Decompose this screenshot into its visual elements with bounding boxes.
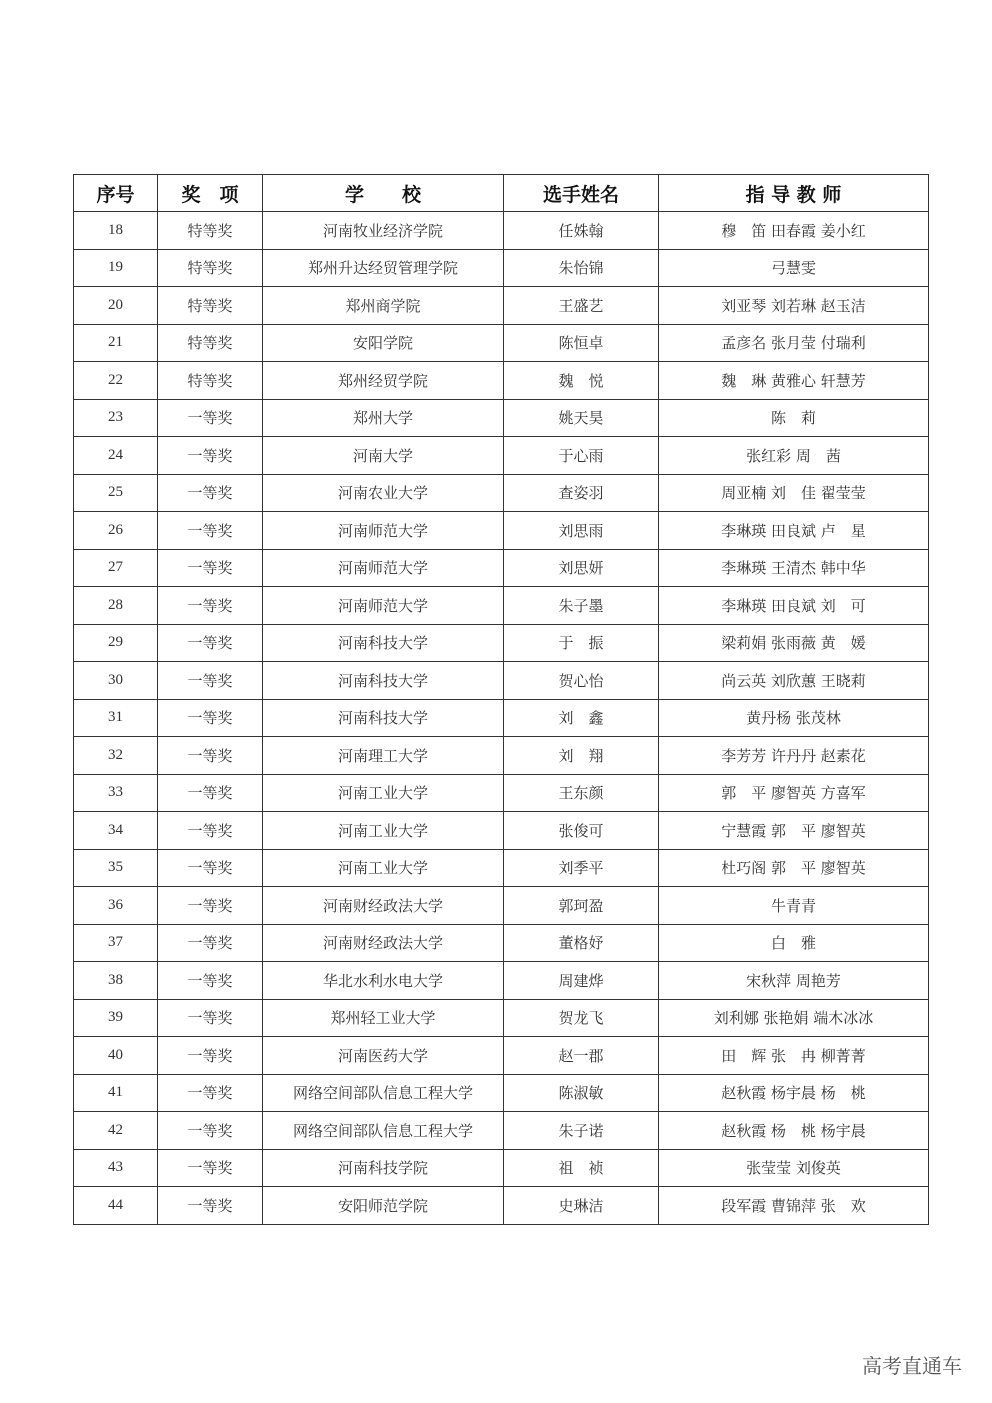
table-row <box>74 887 929 925</box>
table-row <box>74 1187 929 1225</box>
cell-award: 一等奖 <box>158 849 263 887</box>
cell-index: 36 <box>74 887 158 925</box>
cell-instructors: 宁慧霞 郭 平 廖智英 <box>659 812 929 850</box>
cell-instructors: 段军霞 曹锦萍 张 欢 <box>659 1187 929 1225</box>
cell-school: 河南医药大学 <box>263 1037 504 1075</box>
cell-instructors: 李琳瑛 田良斌 刘 可 <box>659 587 929 625</box>
table-header-row <box>74 175 929 212</box>
cell-instructors: 赵秋霞 杨宇晨 杨 桃 <box>659 1074 929 1112</box>
cell-school: 河南工业大学 <box>263 849 504 887</box>
cell-school: 河南工业大学 <box>263 812 504 850</box>
cell-instructors: 张莹莹 刘俊英 <box>659 1149 929 1187</box>
cell-school: 郑州升达经贸管理学院 <box>263 249 504 287</box>
cell-award: 一等奖 <box>158 1074 263 1112</box>
header-school: 学 校 <box>263 175 504 212</box>
cell-school: 河南师范大学 <box>263 587 504 625</box>
cell-contestant: 刘 翔 <box>504 737 659 775</box>
cell-award: 一等奖 <box>158 1187 263 1225</box>
cell-award: 一等奖 <box>158 999 263 1037</box>
table-row <box>74 1149 929 1187</box>
table-row <box>74 999 929 1037</box>
cell-index: 26 <box>74 512 158 550</box>
cell-index: 33 <box>74 774 158 812</box>
cell-index: 38 <box>74 962 158 1000</box>
table-row <box>74 512 929 550</box>
cell-instructors: 穆 笛 田春霞 姜小红 <box>659 212 929 250</box>
table-row <box>74 249 929 287</box>
cell-award: 一等奖 <box>158 437 263 475</box>
table-row <box>74 812 929 850</box>
cell-contestant: 查姿羽 <box>504 474 659 512</box>
cell-index: 39 <box>74 999 158 1037</box>
cell-contestant: 朱子墨 <box>504 587 659 625</box>
table-row <box>74 212 929 250</box>
table-row <box>74 849 929 887</box>
cell-award: 一等奖 <box>158 474 263 512</box>
cell-contestant: 朱子诺 <box>504 1112 659 1150</box>
cell-contestant: 姚天昊 <box>504 399 659 437</box>
cell-instructors: 牛青青 <box>659 887 929 925</box>
cell-school: 河南农业大学 <box>263 474 504 512</box>
cell-index: 23 <box>74 399 158 437</box>
cell-school: 河南师范大学 <box>263 512 504 550</box>
cell-contestant: 祖 祯 <box>504 1149 659 1187</box>
table-row <box>74 399 929 437</box>
table-row <box>74 1037 929 1075</box>
cell-school: 网络空间部队信息工程大学 <box>263 1074 504 1112</box>
cell-index: 18 <box>74 212 158 250</box>
cell-index: 37 <box>74 924 158 962</box>
cell-award: 一等奖 <box>158 624 263 662</box>
cell-instructors: 李琳瑛 王清杰 韩中华 <box>659 549 929 587</box>
cell-instructors: 弓慧雯 <box>659 249 929 287</box>
cell-contestant: 贺心怡 <box>504 662 659 700</box>
cell-school: 安阳师范学院 <box>263 1187 504 1225</box>
cell-index: 31 <box>74 699 158 737</box>
table-row <box>74 662 929 700</box>
table-row <box>74 1074 929 1112</box>
cell-index: 41 <box>74 1074 158 1112</box>
cell-instructors: 陈 莉 <box>659 399 929 437</box>
cell-index: 40 <box>74 1037 158 1075</box>
cell-award: 特等奖 <box>158 324 263 362</box>
cell-index: 21 <box>74 324 158 362</box>
cell-award: 一等奖 <box>158 399 263 437</box>
cell-award: 一等奖 <box>158 737 263 775</box>
cell-school: 郑州大学 <box>263 399 504 437</box>
cell-school: 河南科技大学 <box>263 624 504 662</box>
cell-award: 特等奖 <box>158 249 263 287</box>
cell-contestant: 赵一郡 <box>504 1037 659 1075</box>
cell-school: 河南大学 <box>263 437 504 475</box>
cell-school: 河南科技大学 <box>263 699 504 737</box>
cell-award: 一等奖 <box>158 662 263 700</box>
table-row <box>74 737 929 775</box>
cell-contestant: 史琳洁 <box>504 1187 659 1225</box>
cell-contestant: 陈恒卓 <box>504 324 659 362</box>
table-row <box>74 287 929 325</box>
cell-award: 一等奖 <box>158 924 263 962</box>
cell-contestant: 任姝翰 <box>504 212 659 250</box>
cell-school: 郑州商学院 <box>263 287 504 325</box>
cell-instructors: 孟彦名 张月莹 付瑞利 <box>659 324 929 362</box>
cell-index: 35 <box>74 849 158 887</box>
header-index: 序号 <box>74 175 158 212</box>
table-row <box>74 437 929 475</box>
cell-instructors: 刘利娜 张艳娟 端木冰冰 <box>659 999 929 1037</box>
cell-instructors: 黄丹杨 张茂林 <box>659 699 929 737</box>
table-row <box>74 774 929 812</box>
table-row <box>74 587 929 625</box>
cell-instructors: 梁莉娟 张雨薇 黄 媛 <box>659 624 929 662</box>
cell-instructors: 田 辉 张 冉 柳菁菁 <box>659 1037 929 1075</box>
cell-index: 44 <box>74 1187 158 1225</box>
cell-contestant: 刘 鑫 <box>504 699 659 737</box>
cell-contestant: 董格妤 <box>504 924 659 962</box>
cell-contestant: 魏 悦 <box>504 362 659 400</box>
cell-contestant: 张俊可 <box>504 812 659 850</box>
cell-index: 29 <box>74 624 158 662</box>
cell-award: 特等奖 <box>158 212 263 250</box>
cell-award: 一等奖 <box>158 774 263 812</box>
cell-contestant: 陈淑敏 <box>504 1074 659 1112</box>
table-body <box>74 212 929 1225</box>
cell-award: 特等奖 <box>158 362 263 400</box>
cell-index: 42 <box>74 1112 158 1150</box>
cell-instructors: 李芳芳 许丹丹 赵素花 <box>659 737 929 775</box>
cell-award: 一等奖 <box>158 962 263 1000</box>
cell-award: 一等奖 <box>158 549 263 587</box>
cell-contestant: 王盛艺 <box>504 287 659 325</box>
cell-contestant: 刘思妍 <box>504 549 659 587</box>
cell-index: 22 <box>74 362 158 400</box>
cell-contestant: 贺龙飞 <box>504 999 659 1037</box>
cell-instructors: 郭 平 廖智英 方喜军 <box>659 774 929 812</box>
cell-school: 河南师范大学 <box>263 549 504 587</box>
cell-school: 安阳学院 <box>263 324 504 362</box>
cell-instructors: 赵秋霞 杨 桃 杨宇晨 <box>659 1112 929 1150</box>
cell-instructors: 白 雅 <box>659 924 929 962</box>
table-row <box>74 699 929 737</box>
cell-index: 43 <box>74 1149 158 1187</box>
cell-contestant: 王东颜 <box>504 774 659 812</box>
cell-index: 30 <box>74 662 158 700</box>
table-row <box>74 362 929 400</box>
header-contestant: 选手姓名 <box>504 175 659 212</box>
cell-index: 32 <box>74 737 158 775</box>
cell-index: 28 <box>74 587 158 625</box>
cell-contestant: 于 振 <box>504 624 659 662</box>
cell-contestant: 于心雨 <box>504 437 659 475</box>
awards-table <box>73 174 929 1225</box>
table-row <box>74 924 929 962</box>
header-instructors: 指 导 教 师 <box>659 175 929 212</box>
cell-index: 24 <box>74 437 158 475</box>
cell-award: 特等奖 <box>158 287 263 325</box>
cell-instructors: 宋秋萍 周艳芳 <box>659 962 929 1000</box>
cell-school: 河南理工大学 <box>263 737 504 775</box>
cell-contestant: 周建烨 <box>504 962 659 1000</box>
cell-school: 网络空间部队信息工程大学 <box>263 1112 504 1150</box>
cell-contestant: 郭珂盈 <box>504 887 659 925</box>
table-row <box>74 474 929 512</box>
cell-index: 34 <box>74 812 158 850</box>
table-row <box>74 624 929 662</box>
cell-contestant: 朱怡锦 <box>504 249 659 287</box>
header-award: 奖 项 <box>158 175 263 212</box>
table-row <box>74 549 929 587</box>
watermark-text: 高考直通车 <box>862 1354 962 1378</box>
cell-index: 25 <box>74 474 158 512</box>
cell-award: 一等奖 <box>158 887 263 925</box>
cell-instructors: 魏 琳 黄雅心 轩慧芳 <box>659 362 929 400</box>
cell-index: 20 <box>74 287 158 325</box>
cell-award: 一等奖 <box>158 812 263 850</box>
cell-index: 27 <box>74 549 158 587</box>
cell-school: 河南科技学院 <box>263 1149 504 1187</box>
cell-award: 一等奖 <box>158 1037 263 1075</box>
cell-instructors: 尚云英 刘欣蕙 王晓莉 <box>659 662 929 700</box>
cell-instructors: 杜巧阁 郭 平 廖智英 <box>659 849 929 887</box>
cell-school: 河南财经政法大学 <box>263 924 504 962</box>
cell-index: 19 <box>74 249 158 287</box>
cell-contestant: 刘思雨 <box>504 512 659 550</box>
cell-award: 一等奖 <box>158 587 263 625</box>
cell-school: 郑州轻工业大学 <box>263 999 504 1037</box>
cell-instructors: 刘亚琴 刘若琳 赵玉洁 <box>659 287 929 325</box>
cell-award: 一等奖 <box>158 1112 263 1150</box>
cell-school: 郑州经贸学院 <box>263 362 504 400</box>
table-row <box>74 324 929 362</box>
cell-award: 一等奖 <box>158 699 263 737</box>
cell-school: 河南牧业经济学院 <box>263 212 504 250</box>
cell-school: 河南科技大学 <box>263 662 504 700</box>
cell-award: 一等奖 <box>158 512 263 550</box>
table-row <box>74 962 929 1000</box>
cell-instructors: 周亚楠 刘 佳 翟莹莹 <box>659 474 929 512</box>
cell-instructors: 张红彩 周 茜 <box>659 437 929 475</box>
cell-school: 河南工业大学 <box>263 774 504 812</box>
cell-award: 一等奖 <box>158 1149 263 1187</box>
cell-school: 华北水利水电大学 <box>263 962 504 1000</box>
cell-contestant: 刘季平 <box>504 849 659 887</box>
table-row <box>74 1112 929 1150</box>
cell-instructors: 李琳瑛 田良斌 卢 星 <box>659 512 929 550</box>
cell-school: 河南财经政法大学 <box>263 887 504 925</box>
